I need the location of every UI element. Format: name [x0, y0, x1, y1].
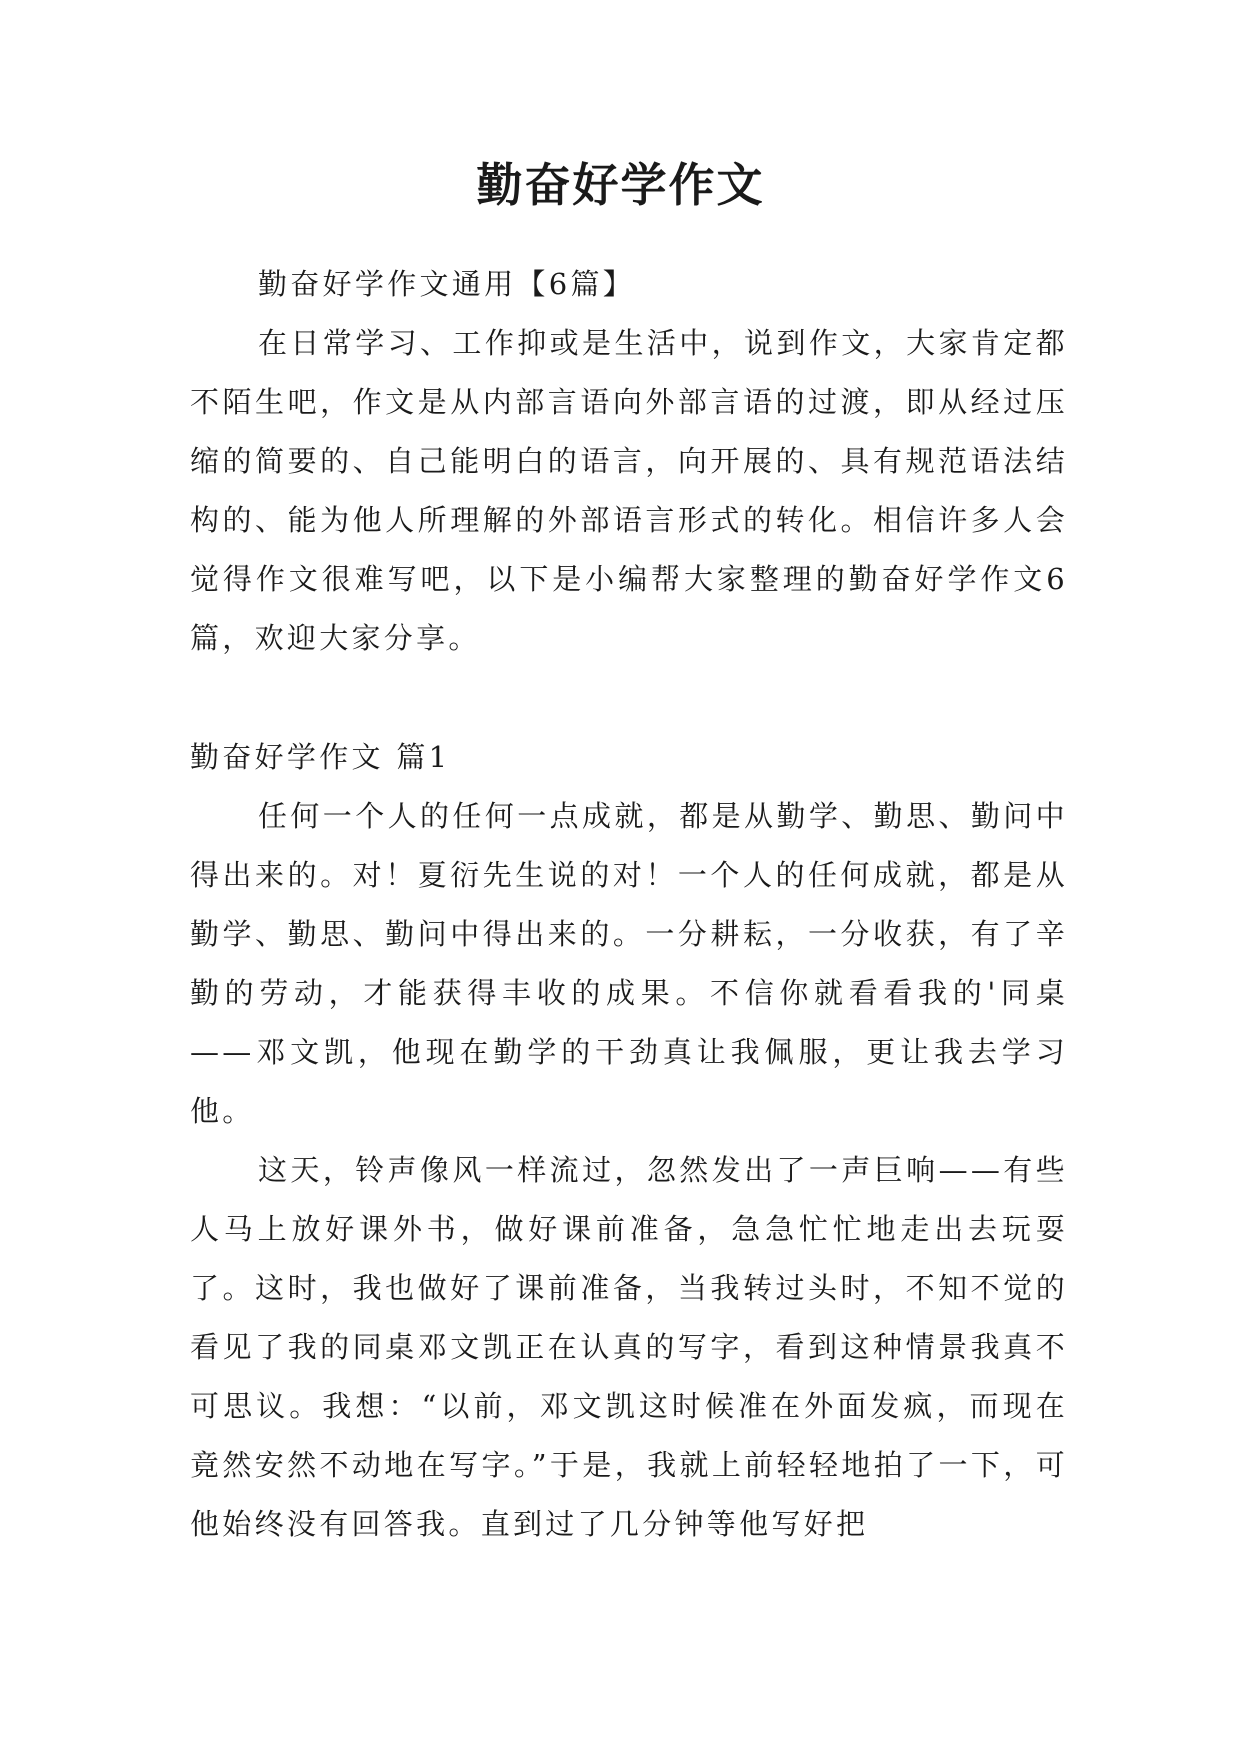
- section-heading: 勤奋好学作文 篇1: [190, 740, 451, 774]
- section-paragraph: 任何一个人的任何一点成就，都是从勤学、勤思、勤问中得出来的。对！夏衍先生说的对！一个人的任何成就，都是从勤学、勤思、勤问中得出来的。一分耕耘，一分收获，有了辛勤的劳动，才能获得丰收的成果。不信你就看看我的'同桌——邓文凯，他现在勤学的干劲真让我佩服，更让我去学习他。: [190, 799, 1068, 1128]
- intro-heading: 勤奋好学作文通用【6篇】: [258, 267, 636, 301]
- document-title: 勤奋好学作文: [476, 158, 765, 212]
- intro-paragraph: 在日常学习、工作抑或是生活中，说到作文，大家肯定都不陌生吧，作文是从内部言语向外部言语的过渡，即从经过压缩的简要的、自己能明白的语言，向开展的、具有规范语法结构的、能为他人所理解的外部语言形式的转化。相信许多人会觉得作文很难写吧，以下是小编帮大家整理的勤奋好学作文6篇，欢迎大家分享。: [190, 326, 1068, 655]
- section-paragraph: 这天，铃声像风一样流过，忽然发出了一声巨响——有些人马上放好课外书，做好课前准备，急急忙忙地走出去玩耍了。这时，我也做好了课前准备，当我转过头时，不知不觉的看见了我的同桌邓文凯正在认真的写字，看到这种情景我真不可思议。我想：“以前，邓文凯这时候准在外面发疯，而现在竟然安然不动地在写字。”于是，我就上前轻轻地拍了一下，可他始终没有回答我。直到过了几分钟等他写好把: [190, 1153, 1068, 1541]
- document-body: [190, 255, 1068, 1554]
